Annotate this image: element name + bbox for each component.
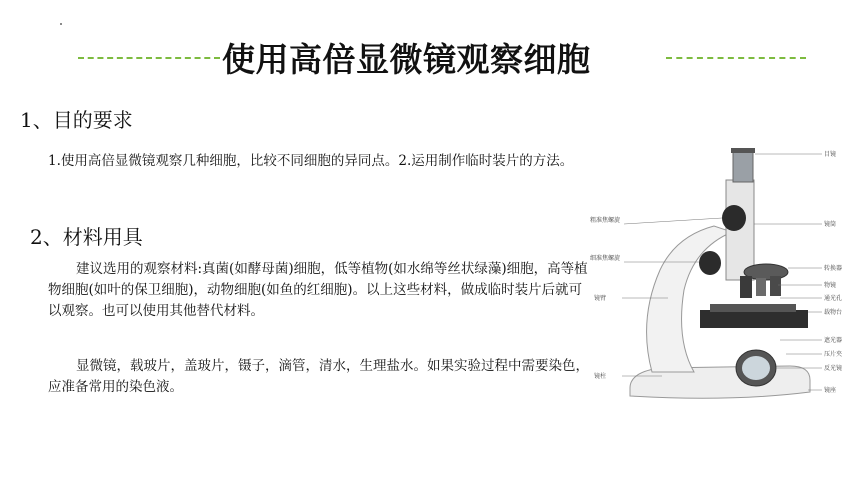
tools-paragraph [48, 356, 593, 398]
label-diaphragm: 遮光器 [824, 337, 843, 344]
label-eyepiece: 目镜 [824, 151, 837, 158]
tools-text: 显微镜，载玻片，盖玻片，镊子，滴管，清水，生理盐水。如果实验过程中需要染色，应准备常用的染色液。 [48, 358, 589, 395]
purpose-text: 1.使用高倍显微镜观察几种细胞，比较不同细胞的异同点。2.运用制作临时装片的方法。 [48, 153, 574, 169]
fine-adjust-knob [699, 251, 721, 275]
label-mirror: 反光镜 [824, 365, 843, 372]
microscope-arm [647, 226, 732, 372]
label-clip: 压片夹 [824, 351, 843, 358]
section-heading-materials: 2、材料用具 [30, 225, 143, 249]
label-tube: 镜筒 [824, 221, 837, 228]
section-heading-purpose: 1、目的要求 [20, 108, 133, 132]
label-base: 镜座 [824, 387, 837, 394]
label-fine-knob: 细准焦螺旋 [590, 255, 621, 262]
microscope-stage [700, 310, 808, 328]
microscope-diagram [590, 140, 850, 420]
title-decoration-right [666, 57, 806, 59]
materials-text: 建议选用的观察材料:真菌(如酵母菌)细胞，低等植物(如水绵等丝状绿藻)细胞，高等植物细胞(如叶的保卫细胞)，动物细胞(如鱼的红细胞)。以上这些材料，做成临时装片后就可以观察。也可以使用其他替代材料。 [48, 261, 588, 319]
label-arm: 镜臂 [594, 295, 607, 302]
label-pillar: 镜柱 [594, 373, 607, 380]
coarse-adjust-knob [722, 205, 746, 231]
label-coarse-knob: 粗准焦螺旋 [590, 217, 621, 224]
corner-dot [60, 23, 62, 25]
title-decoration-left [78, 57, 220, 59]
objective-lens [740, 276, 752, 298]
materials-paragraph [48, 259, 593, 322]
microscope-eyepiece [733, 150, 753, 182]
label-objective: 物镜 [824, 282, 837, 289]
label-aperture: 通光孔 [824, 295, 843, 302]
label-stage: 载物台 [824, 309, 843, 316]
label-nosepiece: 转换器 [824, 265, 843, 272]
page-title: 使用高倍显微镜观察细胞 [222, 40, 591, 79]
